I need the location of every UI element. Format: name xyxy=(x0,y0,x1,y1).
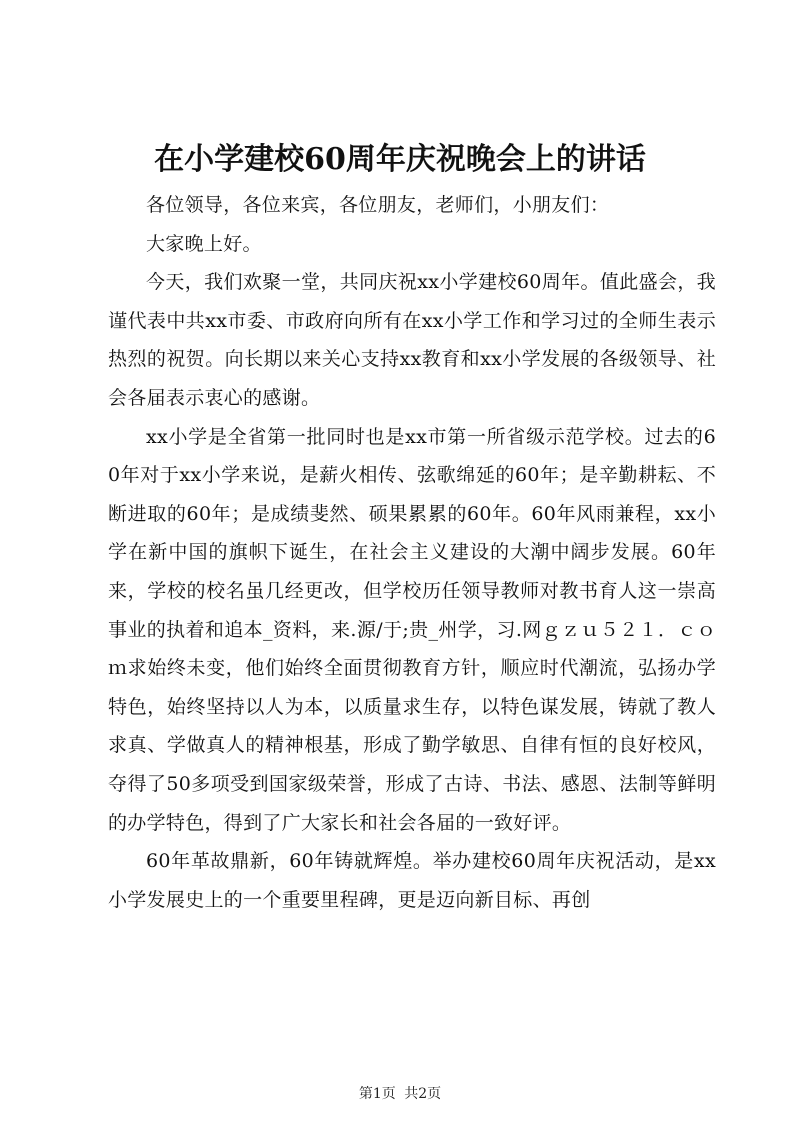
page-number-total: 共2页 xyxy=(404,1086,442,1102)
body-paragraph-3: 60年革故鼎新，60年铸就辉煌。举办建校60周年庆祝活动，是xx小学发展史上的一个重要里程碑，更是迈向新目标、再创 xyxy=(108,850,716,911)
document-body xyxy=(108,186,716,919)
body-paragraph-2: xx小学是全省第一批同时也是xx市第一所省级示范学校。过去的60年对于xx小学来说，是薪火相传、弦歌绵延的60年；是辛勤耕耘、不断进取的60年；是成绩斐然、硕果累累的60年。60年风雨兼程，xx小学在新中国的旗帜下诞生，在社会主义建设的大潮中阔步发展。60年来，学校的校名虽几经更改，但学校历任领导教师对教书育人这一崇高事业的执着和追本_资料，来.源/于;贵_州学，习.网ｇｚｕ５２１．ｃｏｍ求始终未变，他们始终全面贯彻教育方针，顺应时代潮流，弘扬办学特色，始终坚持以人为本，以质量求生存，以特色谋发展，铸就了教人求真、学做真人的精神根基，形成了勤学敏思、自律有恒的良好校风，夺得了50多项受到国家级荣誉，形成了古诗、书法、感恩、法制等鲜明的办学特色，得到了广大家长和社会各届的一致好评。 xyxy=(108,425,716,834)
greeting-paragraph: 各位领导，各位来宾，各位朋友，老师们，小朋友们： xyxy=(146,194,610,216)
page-footer xyxy=(0,1084,800,1104)
page-number-current: 第1页 xyxy=(358,1086,396,1102)
document-title: 在小学建校60周年庆祝晚会上的讲话 xyxy=(154,142,646,177)
salutation-paragraph: 大家晚上好。 xyxy=(146,232,262,255)
body-paragraph-1: 今天，我们欢聚一堂，共同庆祝xx小学建校60周年。值此盛会，我谨代表中共xx市委、市政府向所有在xx小学工作和学习过的全师生表示热烈的祝贺。向长期以来关心支持xx教育和xx小学发展的各级领导、社会各届表示衷心的感谢。 xyxy=(108,271,716,409)
